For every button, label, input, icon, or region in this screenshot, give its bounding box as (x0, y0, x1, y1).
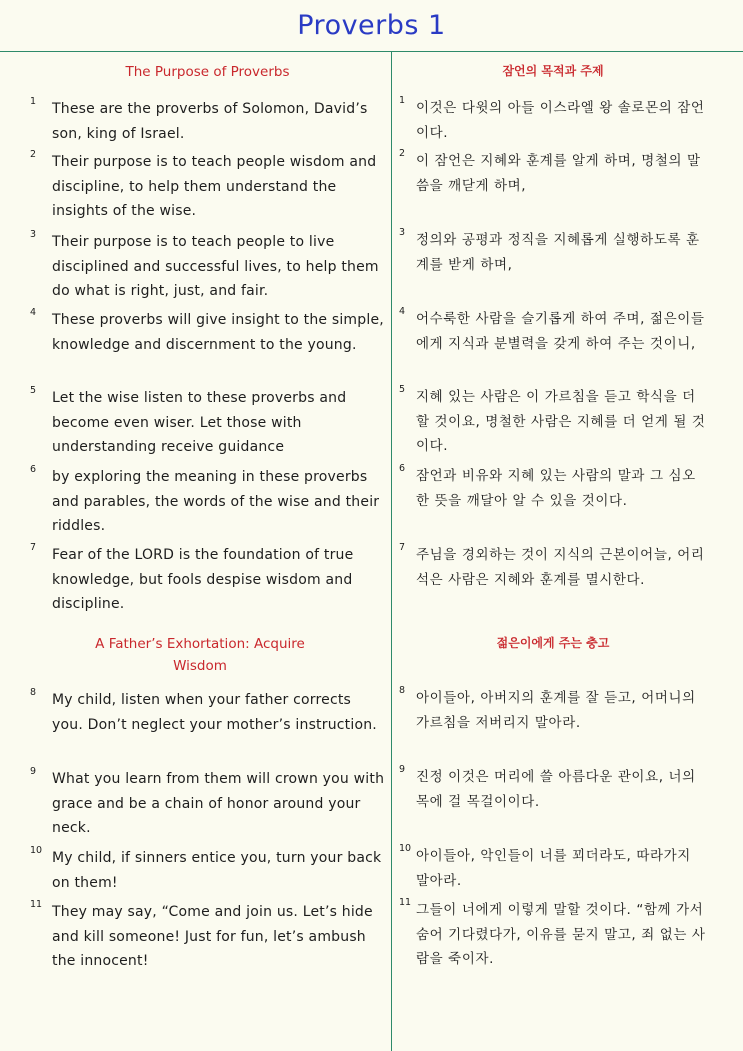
verse-number: 3 (399, 227, 406, 238)
verse-ko-4 (398, 307, 708, 356)
verse-text: by exploring the meaning in these proverbs and parables, the words of the wise and their riddles. (52, 469, 380, 534)
verse-number: 2 (399, 148, 406, 159)
verse-number: 10 (30, 845, 43, 856)
verse-ko-8 (398, 686, 708, 735)
verse-number: 9 (30, 766, 37, 777)
section-heading-purpose: The Purpose of Proverbs (125, 64, 290, 80)
verse-ko-6 (398, 464, 708, 513)
verse-text: Fear of the LORD is the foundation of true knowledge, but fools despise wisdom and discipline. (52, 547, 354, 612)
verse-text: 이 잠언은 지혜와 훈계를 알게 하며, 명철의 말씀을 깨닫게 하며, (416, 153, 701, 194)
verse-ko-11 (398, 898, 708, 972)
verse-ko-9 (398, 765, 708, 814)
verse-text: They may say, “Come and join us. Let’s hide and kill someone! Just for fun, let’s ambush the innocent! (52, 904, 373, 969)
verse-en-9 (30, 767, 385, 841)
verse-number: 10 (399, 843, 412, 854)
verse-en-1 (30, 97, 385, 146)
verse-number: 5 (30, 385, 37, 396)
verse-number: 7 (30, 542, 37, 553)
verse-en-11 (30, 900, 385, 974)
page-title: Proverbs 1 (297, 10, 446, 41)
verse-number: 8 (30, 687, 37, 698)
verse-ko-5 (398, 385, 708, 459)
verse-number: 7 (399, 542, 406, 553)
verse-ko-7 (398, 543, 708, 592)
verse-ko-2 (398, 149, 708, 198)
verse-text: 어수룩한 사람을 슬기롭게 하여 주며, 젊은이들에게 지식과 분별력을 갖게 하여 주는 것이니, (416, 311, 705, 352)
verse-en-2 (30, 150, 385, 224)
verse-text: 잠언과 비유와 지혜 있는 사람의 말과 그 심오한 뜻을 깨달아 알 수 있을 것이다. (416, 468, 696, 509)
verse-en-8 (30, 688, 385, 737)
title-divider (0, 51, 743, 52)
verse-text: 아이들아, 아버지의 훈계를 잘 듣고, 어머니의 가르침을 저버리지 말아라. (416, 690, 696, 731)
verse-text: 그들이 너에게 이렇게 말할 것이다. “함께 가서 숨어 기다렸다가, 이유를 묻지 말고, 죄 없는 사람을 죽이자. (416, 902, 706, 967)
verse-number: 1 (30, 96, 37, 107)
verse-en-10 (30, 846, 385, 895)
verse-number: 2 (30, 149, 37, 160)
verse-number: 8 (399, 685, 406, 696)
verse-number: 9 (399, 764, 406, 775)
verse-number: 4 (399, 306, 406, 317)
verse-number: 6 (399, 463, 406, 474)
section-heading-purpose-ko: 잠언의 목적과 주제 (502, 64, 604, 78)
verse-en-5 (30, 386, 385, 460)
verse-text: These are the proverbs of Solomon, David’s son, king of Israel. (52, 101, 368, 142)
verse-number: 4 (30, 307, 37, 318)
verse-text: 아이들아, 악인들이 너를 꾀더라도, 따라가지 말아라. (416, 848, 691, 889)
verse-ko-1 (398, 96, 708, 145)
section-heading-advice-ko: 젊은이에게 주는 충고 (496, 636, 610, 650)
verse-text: 지혜 있는 사람은 이 가르침을 듣고 학식을 더할 것이요, 명철한 사람은 지혜를 더 얻게 될 것이다. (416, 389, 706, 454)
verse-text: 정의와 공평과 정직을 지혜롭게 실행하도록 훈계를 받게 하며, (416, 232, 700, 273)
verse-text: My child, listen when your father corrects you. Don’t neglect your mother’s instruction. (52, 692, 377, 733)
verse-en-7 (30, 543, 385, 617)
verse-text: 주님을 경외하는 것이 지식의 근본이어늘, 어리석은 사람은 지혜와 훈계를 멸시한다. (416, 547, 705, 588)
verse-ko-3 (398, 228, 708, 277)
verse-text: What you learn from them will crown you with grace and be a chain of honor around your neck. (52, 771, 385, 836)
verse-en-4 (30, 308, 385, 357)
verse-number: 6 (30, 464, 37, 475)
verse-en-3 (30, 230, 385, 304)
verse-text: 진정 이것은 머리에 쓸 아름다운 관이요, 너의 목에 걸 목걸이이다. (416, 769, 696, 810)
verse-text: Their purpose is to teach people wisdom and discipline, to help them understand the insights of the wise. (52, 154, 377, 219)
verse-text: 이것은 다윗의 아들 이스라엘 왕 솔로몬의 잠언이다. (416, 100, 705, 141)
section-heading-exhortation: A Father’s Exhortation: Acquire Wisdom (95, 636, 305, 674)
verse-text: Their purpose is to teach people to live disciplined and successful lives, to help them do what is right, just, and fair. (52, 234, 379, 299)
verse-text: These proverbs will give insight to the simple, knowledge and discernment to the young. (52, 312, 384, 353)
verse-number: 5 (399, 384, 406, 395)
verse-text: Let the wise listen to these proverbs and become even wiser. Let those with understanding receive guidance (52, 390, 347, 455)
column-divider (391, 52, 392, 1051)
verse-number: 3 (30, 229, 37, 240)
verse-number: 11 (30, 899, 43, 910)
verse-text: My child, if sinners entice you, turn your back on them! (52, 850, 382, 891)
verse-ko-10 (398, 844, 708, 893)
verse-en-6 (30, 465, 385, 539)
verse-number: 1 (399, 95, 406, 106)
verse-number: 11 (399, 897, 412, 908)
